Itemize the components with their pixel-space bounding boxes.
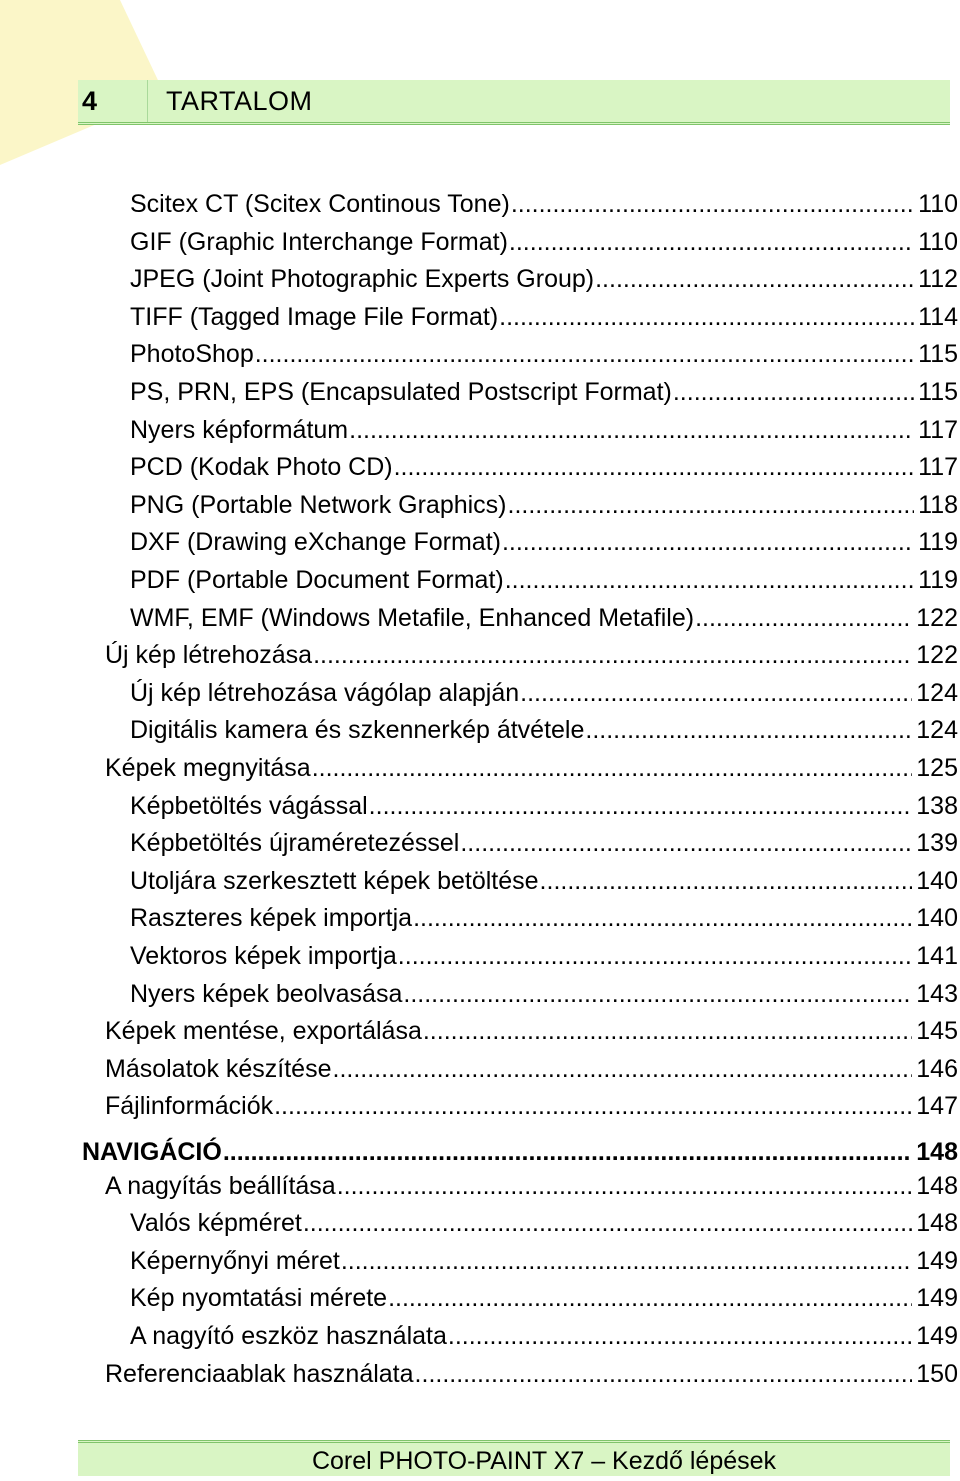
toc-entry[interactable] [130, 524, 958, 561]
toc-entry[interactable] [130, 261, 958, 298]
toc-entry[interactable] [130, 449, 958, 486]
toc-entry-title: Vektoros képek importja [130, 942, 397, 970]
toc-entry-title: A nagyító eszköz használata [130, 1322, 447, 1350]
toc-entry[interactable] [130, 1243, 958, 1280]
toc-entry-page: 110 [918, 227, 958, 256]
toc-dot-leader [398, 938, 912, 975]
toc-entry-title: Scitex CT (Scitex Continous Tone) [130, 190, 510, 218]
toc-entry-title: Utoljára szerkesztett képek betöltése [130, 866, 539, 895]
toc-entry-page: 119 [918, 566, 958, 594]
toc-entry-page: 139 [916, 829, 958, 858]
toc-entry-page: 148 [916, 1138, 958, 1166]
toc-entry-page: 140 [916, 866, 958, 895]
toc-entry-page: 115 [918, 378, 958, 406]
toc-entry-title: Kép nyomtatási mérete [130, 1284, 388, 1313]
toc-dot-leader [673, 374, 914, 411]
toc-entry-title: Képernyőnyi méret [130, 1246, 340, 1275]
toc-entry-title: Raszteres képek importja [130, 904, 413, 933]
toc-entry-title: GIF (Graphic Interchange Format) [130, 227, 508, 256]
toc-entry-page: 114 [918, 302, 958, 331]
toc-dot-leader [341, 1243, 912, 1280]
toc-entry-title: Új kép létrehozása [105, 641, 313, 670]
toc-dot-leader [403, 976, 912, 1013]
toc-entry-page: 115 [918, 340, 958, 369]
toc-dot-leader [520, 675, 912, 712]
toc-dot-leader [333, 1051, 913, 1088]
toc-entry-page: 124 [916, 716, 958, 745]
toc-entry-page: 148 [916, 1171, 958, 1200]
toc-dot-leader [313, 637, 912, 674]
toc-entry[interactable] [82, 1134, 958, 1171]
toc-dot-leader [695, 600, 912, 637]
toc-entry[interactable] [130, 1280, 958, 1317]
toc-entry-page: 143 [916, 979, 958, 1008]
toc-entry-title: Nyers képek beolvasása [130, 979, 403, 1008]
toc-entry[interactable] [130, 299, 958, 336]
toc-dot-leader [337, 1168, 913, 1205]
toc-dot-leader [413, 900, 912, 937]
toc-dot-leader [508, 487, 915, 524]
toc-entry-page: 140 [916, 904, 958, 933]
toc-entry-page: 118 [918, 490, 958, 519]
toc-entry-title: PNG (Portable Network Graphics) [130, 490, 507, 519]
toc-entry[interactable] [130, 336, 958, 373]
toc-entry-title: Képek mentése, exportálása [105, 1017, 422, 1046]
toc-entry-title: Fájlinformációk [105, 1092, 274, 1121]
toc-dot-leader [540, 863, 913, 900]
toc-entry-title: WMF, EMF (Windows Metafile, Enhanced Metafile) [130, 603, 695, 632]
toc-dot-leader [388, 1280, 912, 1317]
toc-dot-leader [394, 449, 915, 486]
toc-entry-page: 125 [916, 754, 958, 782]
toc-entry[interactable] [130, 600, 958, 637]
toc-entry-page: 112 [918, 265, 958, 294]
toc-entry-page: 124 [916, 678, 958, 707]
toc-entry-title: PS, PRN, EPS (Encapsulated Postscript Format) [130, 378, 672, 406]
toc-entry-title: Digitális kamera és szkennerkép átvétele [130, 716, 585, 745]
toc-entry[interactable] [130, 374, 958, 411]
toc-entry-title: DXF (Drawing eXchange Format) [130, 528, 501, 557]
toc-entry[interactable] [105, 1356, 958, 1393]
toc-dot-leader [303, 1205, 912, 1242]
toc-entry-title: Képbetöltés vágással [130, 791, 368, 820]
toc-dot-leader [448, 1318, 912, 1355]
toc-entry-title: Képbetöltés újraméretezéssel [130, 829, 460, 858]
toc-dot-leader [312, 750, 913, 787]
toc-entry-page: 146 [916, 1054, 958, 1083]
toc-entry[interactable] [130, 825, 958, 862]
toc-entry-title: Valós képméret [130, 1209, 302, 1238]
toc-entry-page: 148 [916, 1209, 958, 1238]
toc-entry[interactable] [130, 976, 958, 1013]
toc-entry[interactable] [105, 1013, 958, 1050]
toc-entry[interactable] [130, 675, 958, 712]
toc-entry[interactable] [105, 1168, 958, 1205]
toc-entry[interactable] [105, 1088, 958, 1125]
toc-entry[interactable] [130, 412, 958, 449]
toc-entry-page: 145 [916, 1017, 958, 1046]
toc-entry-page: 149 [916, 1322, 958, 1350]
toc-dot-leader [460, 825, 912, 862]
toc-entry-title: Másolatok készítése [105, 1054, 332, 1083]
toc-dot-leader [369, 788, 913, 825]
toc-entry-title: PDF (Portable Document Format) [130, 566, 504, 594]
toc-entry[interactable] [130, 1318, 958, 1355]
toc-entry-title: A nagyítás beállítása [105, 1171, 336, 1200]
toc-dot-leader [509, 224, 914, 261]
toc-entry[interactable] [105, 750, 958, 787]
toc-entry-title: Képek megnyitása [105, 754, 311, 782]
toc-entry[interactable] [130, 224, 958, 261]
toc-entry[interactable] [130, 712, 958, 749]
chapter-title: TARTALOM [166, 86, 313, 116]
toc-entry-title: Referenciaablak használata [105, 1359, 414, 1388]
toc-dot-leader [255, 336, 914, 373]
toc-entry[interactable] [130, 788, 958, 825]
toc-entry-page: 117 [918, 453, 958, 482]
toc-entry-title: TIFF (Tagged Image File Format) [130, 302, 499, 331]
toc-entry-page: 122 [916, 641, 958, 670]
toc-entry-page: 141 [916, 942, 958, 970]
toc-entry-title: NAVIGÁCIÓ [82, 1138, 222, 1166]
toc-entry-title: JPEG (Joint Photographic Experts Group) [130, 265, 595, 294]
toc-entry-page: 122 [916, 603, 958, 632]
toc-entry[interactable] [130, 1205, 958, 1242]
toc-entry[interactable] [130, 863, 958, 900]
toc-entry[interactable] [130, 487, 958, 524]
toc-dot-leader [415, 1356, 913, 1393]
toc-dot-leader [223, 1134, 912, 1171]
toc-entry-title: PCD (Kodak Photo CD) [130, 453, 393, 482]
page-number: 4 [78, 80, 148, 122]
toc-entry[interactable] [105, 1051, 958, 1088]
toc-entry-title: Új kép létrehozása vágólap alapján [130, 678, 520, 707]
toc-entry[interactable] [130, 900, 958, 937]
toc-entry-page: 110 [918, 190, 958, 218]
toc-entry-page: 138 [916, 791, 958, 820]
toc-entry-page: 149 [916, 1284, 958, 1313]
toc-dot-leader [585, 712, 912, 749]
toc-entry[interactable] [130, 186, 958, 223]
toc-dot-leader [505, 562, 914, 599]
toc-entry-page: 119 [918, 528, 958, 557]
toc-dot-leader [511, 186, 914, 223]
toc-dot-leader [274, 1088, 912, 1125]
toc-entry-page: 147 [916, 1092, 958, 1121]
toc-entry-page: 150 [916, 1359, 958, 1388]
page-footer: Corel PHOTO-PAINT X7 – Kezdő lépések [78, 1440, 950, 1476]
toc-entry[interactable] [130, 938, 958, 975]
toc-dot-leader [349, 412, 914, 449]
toc-entry-page: 117 [918, 415, 958, 444]
toc-entry-page: 149 [916, 1246, 958, 1275]
page-header [78, 80, 950, 125]
toc-dot-leader [499, 299, 914, 336]
toc-entry[interactable] [105, 637, 958, 674]
toc-entry[interactable] [130, 562, 958, 599]
toc-dot-leader [423, 1013, 912, 1050]
toc-dot-leader [595, 261, 914, 298]
toc-dot-leader [502, 524, 914, 561]
toc-entry-title: PhotoShop [130, 340, 254, 369]
toc-entry-title: Nyers képformátum [130, 415, 349, 444]
